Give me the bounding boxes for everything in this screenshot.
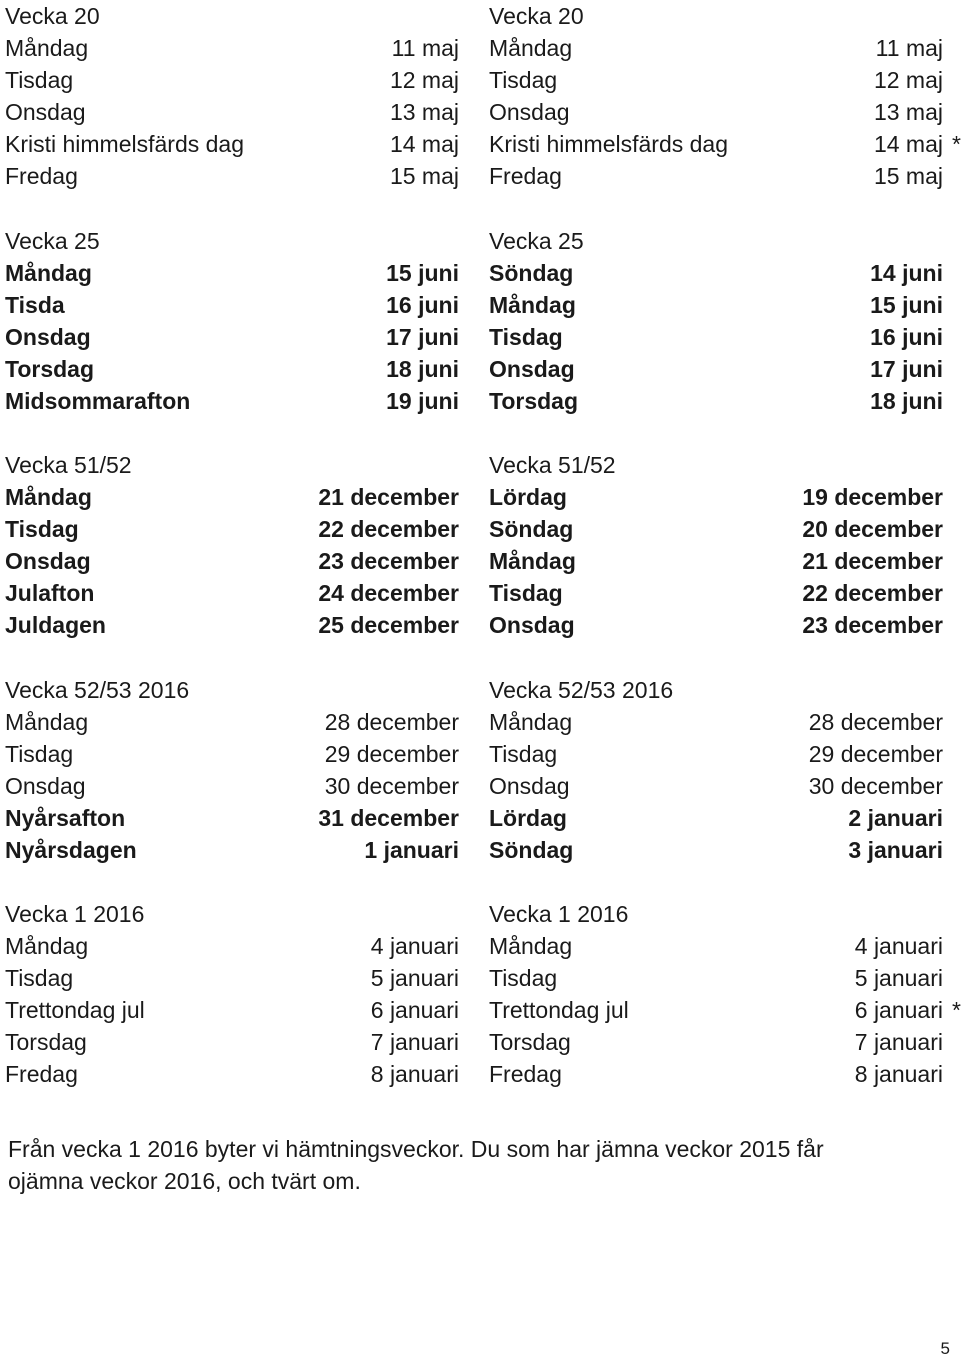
date-label: 13 maj (389, 99, 459, 125)
day-label: Onsdag (5, 99, 86, 125)
week-block (489, 0, 961, 225)
week-block (5, 898, 459, 1123)
schedule-row (5, 994, 459, 1026)
date-label: 7 januari (370, 1029, 459, 1055)
schedule-row (489, 834, 943, 866)
date-label: 16 juni (870, 323, 943, 350)
note-line-2: ojämna veckor 2016, och tvärt om. (8, 1168, 361, 1194)
week-block (5, 225, 459, 450)
day-label: Måndag (5, 484, 92, 510)
asterisk-mark: * (952, 997, 961, 1023)
date-label: 15 juni (870, 291, 943, 318)
day-label: Tisdag (5, 67, 74, 93)
schedule-row (5, 577, 459, 609)
date-label: 19 juni (386, 387, 459, 414)
date-label: 29 december (808, 740, 943, 767)
date-label: 14 maj (873, 131, 943, 157)
day-label: Onsdag (489, 612, 575, 638)
schedule-row (489, 353, 943, 385)
day-label: Måndag (5, 259, 92, 286)
schedule-row (5, 545, 459, 577)
schedule-row (489, 930, 943, 962)
date-label: 19 december (802, 484, 943, 510)
schedule-row (5, 1058, 459, 1090)
week-block (5, 449, 459, 674)
date-label: 11 maj (391, 35, 459, 61)
day-label: Tisdag (5, 965, 74, 991)
week-block (489, 898, 961, 1123)
day-label: Söndag (489, 836, 574, 863)
day-label: Tisdag (5, 516, 79, 542)
schedule-row (489, 706, 943, 738)
day-label: Tisdag (5, 740, 74, 767)
week-title-text: Vecka 51/52 (489, 452, 616, 478)
day-label: Trettondag jul (5, 997, 145, 1023)
date-label: 15 juni (386, 259, 459, 286)
date-label: 29 december (324, 740, 459, 767)
week-title-text: Vecka 20 (5, 3, 100, 29)
day-label: Måndag (489, 35, 573, 61)
schedule-row (5, 353, 459, 385)
day-label: Måndag (489, 548, 576, 574)
day-label: Tisdag (489, 323, 563, 350)
date-label: 20 december (802, 516, 943, 542)
note-line-1: Från vecka 1 2016 byter vi hämtningsveckor. Du som har jämna veckor 2015 får (8, 1136, 824, 1162)
schedule-row (489, 1058, 943, 1090)
date-label: 22 december (802, 580, 943, 606)
date-label: 28 december (808, 708, 943, 735)
schedule-row (5, 706, 459, 738)
date-label: 6 januari (854, 997, 943, 1023)
week-title-text: Vecka 25 (489, 227, 584, 254)
date-label: 12 maj (873, 67, 943, 93)
day-label: Tisdag (489, 740, 558, 767)
date-label: 18 juni (386, 355, 459, 382)
schedule-row (5, 834, 459, 866)
day-label: Trettondag jul (489, 997, 629, 1023)
schedule-row (5, 481, 459, 513)
schedule-row (5, 770, 459, 802)
schedule-row (489, 257, 943, 289)
week-title (489, 449, 943, 481)
week-title (5, 449, 459, 481)
day-label: Onsdag (489, 99, 570, 125)
day-label: Torsdag (5, 1029, 87, 1055)
date-label: 12 maj (389, 67, 459, 93)
day-label: Onsdag (5, 548, 91, 574)
day-label: Onsdag (5, 772, 86, 799)
day-label: Nyårsdagen (5, 836, 137, 863)
schedule-row (489, 1026, 943, 1058)
day-label: Torsdag (489, 387, 579, 414)
asterisk-mark: * (952, 131, 961, 157)
schedule-row (489, 32, 943, 64)
schedule-row (489, 289, 943, 321)
day-label: Midsommarafton (5, 387, 191, 414)
date-label: 25 december (318, 612, 459, 638)
day-label: Fredag (5, 163, 78, 189)
week-title-text: Vecka 1 2016 (489, 901, 629, 927)
date-label: 5 januari (854, 965, 943, 991)
schedule-row (5, 64, 459, 96)
day-label: Söndag (489, 259, 574, 286)
week-title (5, 0, 459, 32)
schedule-row (5, 32, 459, 64)
date-label: 1 januari (364, 836, 459, 863)
day-label: Torsdag (489, 1029, 571, 1055)
day-label: Fredag (489, 1061, 562, 1087)
date-label: 16 juni (386, 291, 459, 318)
schedule-row (5, 289, 459, 321)
schedule-row (5, 128, 459, 160)
week-title-text: Vecka 20 (489, 3, 584, 29)
week-title-text: Vecka 25 (5, 227, 100, 254)
schedule-row (5, 802, 459, 834)
date-label: 22 december (318, 516, 459, 542)
schedule-row (489, 802, 943, 834)
schedule-row (489, 770, 943, 802)
week-title-text: Vecka 1 2016 (5, 901, 145, 927)
page-number: 5 (940, 1339, 950, 1358)
schedule-row (5, 96, 459, 128)
schedule-row (489, 321, 943, 353)
day-label: Lördag (489, 484, 567, 510)
date-label: 30 december (324, 772, 459, 799)
schedule-row (489, 160, 943, 192)
week-block (489, 225, 943, 450)
day-label: Tisdag (489, 580, 563, 606)
day-label: Torsdag (5, 355, 95, 382)
schedule-row (5, 385, 459, 417)
schedule-row (489, 609, 943, 641)
week-title (489, 898, 943, 930)
schedule-column-left (5, 0, 459, 1123)
week-title (489, 0, 943, 32)
schedule-row (5, 160, 459, 192)
day-label: Måndag (489, 933, 573, 959)
date-label: 14 maj (389, 131, 459, 157)
day-label: Tisdag (489, 67, 558, 93)
date-label: 6 januari (370, 997, 459, 1023)
schedule-row (5, 321, 459, 353)
day-label: Fredag (489, 163, 562, 189)
day-label: Måndag (5, 933, 89, 959)
day-label: Tisdag (489, 965, 558, 991)
date-label: 31 december (318, 804, 459, 831)
date-label: 7 januari (854, 1029, 943, 1055)
day-label: Kristi himmelsfärds dag (489, 131, 729, 157)
date-label: 18 juni (870, 387, 943, 414)
day-label: Måndag (5, 708, 89, 735)
week-title-text: Vecka 51/52 (5, 452, 132, 478)
schedule-row (489, 64, 943, 96)
day-label: Måndag (5, 35, 89, 61)
schedule-row (5, 962, 459, 994)
schedule-row (489, 545, 943, 577)
schedule-row (5, 738, 459, 770)
schedule-row (489, 481, 943, 513)
schedule-row (5, 513, 459, 545)
week-title (489, 674, 943, 706)
date-label: 4 januari (854, 933, 943, 959)
week-block (5, 674, 459, 899)
date-label: 8 januari (370, 1061, 459, 1087)
day-label: Måndag (489, 708, 573, 735)
day-label: Julafton (5, 580, 95, 606)
day-label: Onsdag (5, 323, 91, 350)
date-label: 15 maj (389, 163, 459, 189)
date-label: 5 januari (370, 965, 459, 991)
date-label: 17 juni (870, 355, 943, 382)
date-label: 24 december (318, 580, 459, 606)
date-label: 4 januari (370, 933, 459, 959)
date-label: 15 maj (873, 163, 943, 189)
week-title (5, 898, 459, 930)
schedule-row (489, 577, 943, 609)
day-label: Onsdag (489, 772, 570, 799)
schedule-change-note (8, 1133, 908, 1197)
week-title (5, 225, 459, 257)
day-label: Måndag (489, 291, 576, 318)
week-title (5, 674, 459, 706)
day-label: Lördag (489, 804, 567, 831)
day-label: Juldagen (5, 612, 106, 638)
day-label: Onsdag (489, 355, 575, 382)
date-label: 28 december (324, 708, 459, 735)
date-label: 21 december (318, 484, 459, 510)
date-label: 17 juni (386, 323, 459, 350)
schedule-column-right (489, 0, 961, 1123)
week-block (489, 449, 943, 674)
schedule-row (5, 257, 459, 289)
date-label: 14 juni (870, 259, 943, 286)
schedule-row (489, 385, 943, 417)
day-label: Kristi himmelsfärds dag (5, 131, 245, 157)
day-label: Nyårsafton (5, 804, 126, 831)
schedule-row (489, 994, 961, 1026)
date-label: 13 maj (873, 99, 943, 125)
week-title-text: Vecka 52/53 2016 (5, 676, 190, 703)
date-label: 23 december (318, 548, 459, 574)
schedule-row (5, 1026, 459, 1058)
schedule-row (489, 96, 943, 128)
date-label: 8 januari (854, 1061, 943, 1087)
date-label: 3 januari (848, 836, 943, 863)
schedule-row (5, 930, 459, 962)
date-label: 2 januari (848, 804, 943, 831)
date-label: 11 maj (875, 35, 943, 61)
day-label: Tisda (5, 291, 65, 318)
week-title-text: Vecka 52/53 2016 (489, 676, 674, 703)
day-label: Fredag (5, 1061, 78, 1087)
schedule-row (5, 609, 459, 641)
schedule-row (489, 738, 943, 770)
day-label: Söndag (489, 516, 574, 542)
schedule-row (489, 962, 943, 994)
schedule-row (489, 513, 943, 545)
schedule-row (489, 128, 961, 160)
week-block (489, 674, 943, 899)
date-label: 21 december (802, 548, 943, 574)
week-block (5, 0, 459, 225)
date-label: 23 december (802, 612, 943, 638)
date-label: 30 december (808, 772, 943, 799)
week-title (489, 225, 943, 257)
